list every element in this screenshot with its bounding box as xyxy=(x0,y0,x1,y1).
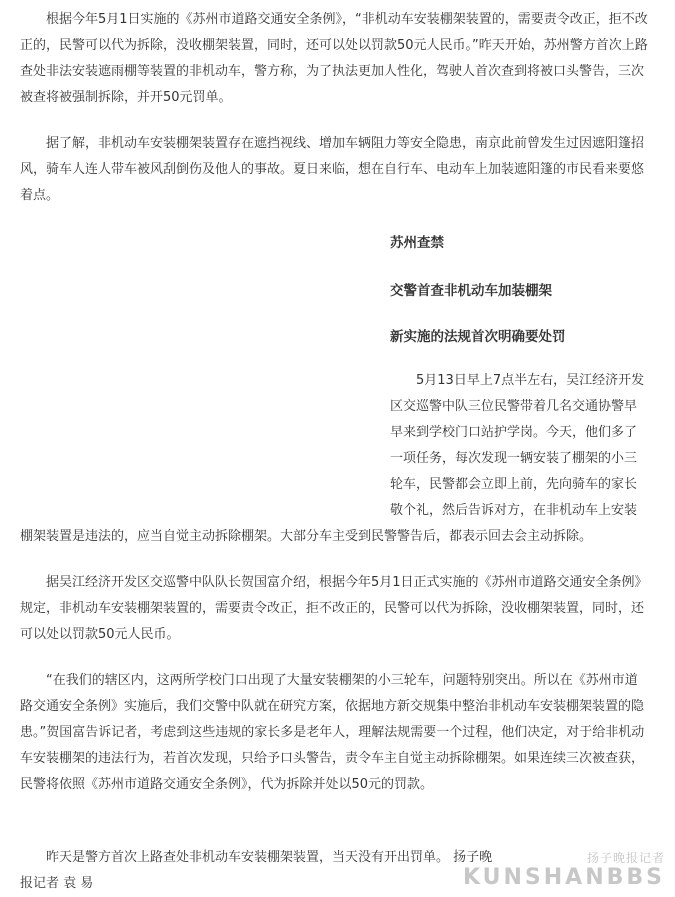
watermark-line-bottom: KUNSHANBBS xyxy=(462,865,665,890)
paragraph-conclusion-byline: 昨天是警方首次上路查处非机动车安装棚架装置，当天没有开出罚单。 扬子晚报记者 袁 易 xyxy=(20,850,493,891)
paragraph-regulation-intro: 根据今年5月1日实施的《苏州市道路交通安全条例》，“非机动车安装棚架装置的，需要责令改正，拒不改正的，民警可以代为拆除，没收棚架装置，同时，还可以处以罚款50元人民币。”昨天开始，苏州警方首次上路查处非法安装遮雨棚等装置的非机动车，警方称，为了执法更加人性化，驾驶人首次查到将被口头警告，三次被查将被强制拆除，并开50元罚单。 xyxy=(20,12,648,105)
watermark-line-top: 扬子晚报记者 xyxy=(586,851,665,865)
paragraph-captain-statement: 据吴江经济开发区交巡警中队队长贺国富介绍，根据今年5月1日正式实施的《苏州市道路交通安全条例》规定，非机动车安装棚架装置的，需要责令改正，拒不改正的，民警可以代为拆除，没收棚架装置，同时，还可以处以罚款50元人民币。 xyxy=(20,575,648,642)
headline-police-first-check: 交警首查非机动车加装棚架 xyxy=(390,283,552,299)
paragraph-captain-quote: “在我们的辖区内，这两所学校门口出现了大量安装棚架的小三轮车，问题特别突出。所以在《苏州市道路交通安全条例》实施后，我们交警中队就在研究方案，依据地方新交规集中整治非机动车安装棚架装置的隐患。”贺国富告诉记者，考虑到这些违规的家长多是老年人，理解法规需要一个过程，他们决定，对于给非机动车安装棚架的违法行为，若首次发现，只给予口头警告，责令车主自觉主动拆除棚架。如果连续三次被查获，民警将依照《苏州市道路交通安全条例》，代为拆除并处以50元的罚款。 xyxy=(20,673,645,792)
headline-new-regulation-penalty: 新实施的法规首次明确要处罚 xyxy=(390,329,566,345)
paragraph-safety-hazard: 据了解，非机动车安装棚架装置存在遮挡视线、增加车辆阻力等安全隐患，南京此前曾发生过因遮阳篷招风，骑车人连人带车被风刮倒伤及他人的事故。夏日来临，想在自行车、电动车上加装遮阳篷的市民看来要悠着点。 xyxy=(20,136,645,203)
paragraph-school-patrol-block xyxy=(20,368,648,550)
paragraph-school-patrol-text: 5月13日早上7点半左右，吴江经济开发区交巡警中队三位民警带着几名交通协警早早来到学校门口站护学岗。今天，他们多了一项任务，每次发现一辆安装了棚架的小三轮车，民警都会立即上前，先向骑车的家长敬个礼，然后告诉对方，在非机动车上安装棚架装置是违法的，应当自觉主动拆除棚架。大部分车主受到民警警告后，都表示回去会主动拆除。 xyxy=(20,373,645,544)
inline-image-space xyxy=(20,368,390,524)
headline-suzhou-ban: 苏州查禁 xyxy=(390,235,444,251)
